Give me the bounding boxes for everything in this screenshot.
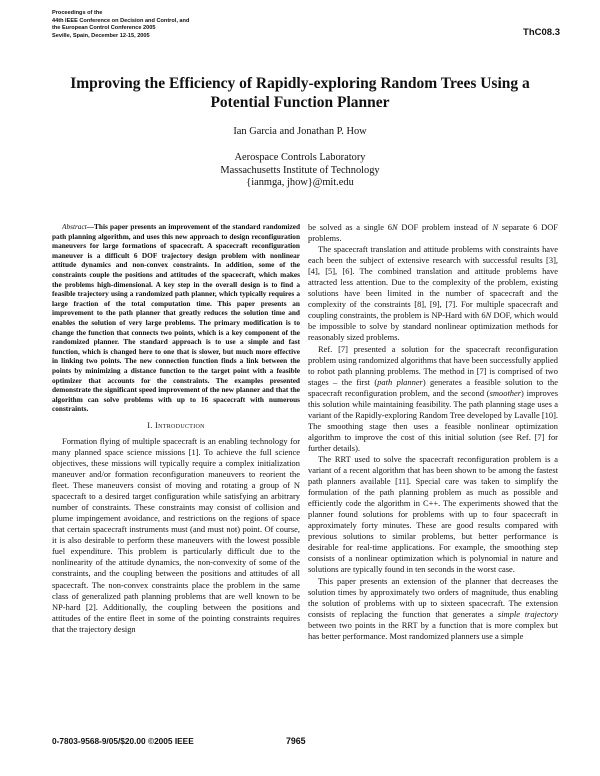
emphasis: smoother [489, 387, 522, 398]
math-symbol: N [391, 222, 398, 232]
body-paragraph [308, 344, 558, 454]
text-run: DOF, which would be impossible to solve by standard nonlinear optimization methods for reasonably sized problems. [308, 310, 558, 343]
session-code: ThC08.3 [523, 27, 560, 38]
title-line-1: Improving the Efficiency of Rapidly-exploring Random Trees Using a [70, 75, 530, 92]
lab-name: Aerospace Controls Laboratory [234, 152, 366, 163]
emphasis: simple trajectory [497, 608, 558, 619]
text-run: DOF problem instead of [397, 222, 493, 232]
text-run: Ref. [7] presented a solution for the spacecraft reconfiguration problem using randomized algorithms that have been successfully applied to robot path planning problems. The method in [7] is comprised of two stages – the first ( [308, 343, 558, 387]
intro-paragraph: Formation flying of multiple spacecraft is an enabling technology for many planned space science missions [1]. To achieve the full science objectives, these missions will typically require a complex initialization maneuver and/or formation reconfiguration maneuvers to reorient the fleet. These maneuvers consist of moving and rotating a group of N spacecraft to a desired target configuration while satisfying an arbitrary number of constraints. These constraints may consist of collision and plume impingement avoidance, and restrictions on the regions of space that certain spacecraft instruments must (and must not) point. Of course, it is also desirable to perform these maneuvers with the lowest possible fuel expenditure. This problem is particularly difficult due to the nonlinearity of the attitude dynamics, the non-convexity of some of the constraints, and the coupling between the positions and attitudes of all spacecraft. The non-convex constraints place the problem in the same class of generalized path planning problems that are well known to be NP-hard [2]. Additionally, the coupling between the positions and attitudes of the entire fleet in some of the pointing constraints requires that the trajectory design [52, 435, 300, 634]
math-symbol: N [492, 222, 498, 232]
abstract-lead: Abstract [62, 222, 87, 231]
body-paragraph [308, 244, 558, 343]
text-run: be solved as a single 6 [308, 222, 392, 232]
section-heading: I. Introduction [147, 420, 205, 430]
math-symbol: N [485, 310, 492, 321]
text-run: ) improves this solution while maintaining feasibility. The path planning stage uses a variant of the Rapidly-exploring Random Tree developed by Lavalle [10]. The smoothing stage then uses a feasible nonlinear optimization algorithm to improve the cost of this initial solution (see Ref. [7] for further details). [308, 387, 558, 453]
authors: Ian Garcia and Jonathan P. How [233, 126, 367, 137]
text-run: separate 6 DOF problems. [308, 222, 559, 244]
header-line: Seville, Spain, December 12-15, 2005 [52, 32, 150, 39]
left-column [52, 222, 300, 635]
text-run: ) generates a feasible solution to the spacecraft reconfiguration problem, and the second ( [308, 376, 558, 398]
proceedings-header [52, 10, 312, 40]
continued-paragraph [308, 222, 558, 244]
body-paragraph: The RRT used to solve the spacecraft reconfiguration problem is a variant of a recent algorithm that has been shown to be among the fastest path planners available [11]. Special care was taken to simplify the formulation of the path planning problem as much as possible and efficiently code the algorithm in C++. The experiments showed that the planner found solutions for problems with up to four spacecraft in approximately forty minutes. These are good results compared with previous solutions to similar problems, but better performance is desirable for real-time applications. For example, the smoothing step consists of a nonlinear optimization which is polynomial in nature and solutions are typically found in ten seconds in the worst case. [308, 453, 558, 575]
header-line: the European Control Conference 2005 [52, 25, 156, 32]
abstract-dash: — [86, 222, 95, 231]
body-paragraph [308, 576, 558, 642]
author-emails: {ianmga, jhow}@mit.edu [246, 177, 354, 188]
header-line: 44th IEEE Conference on Decision and Control, and [52, 17, 190, 24]
text-run: This paper presents an extension of the planner that decreases the solution times by approximately two orders of magnitude, thus enabling the solution of problems with up to sixteen spacecraft. The extension consists of replacing the function that generates a [308, 575, 558, 619]
emphasis: path planner [377, 376, 423, 387]
header-line: Proceedings of the [52, 10, 103, 16]
paper-title [40, 74, 560, 112]
text-run: between two points in the RRT by a function that is more complex but has better performance. Most randomized planners use a simple [308, 619, 558, 641]
title-line-2: Potential Function Planner [210, 94, 390, 111]
abstract-text: This paper presents an improvement of the standard randomized path planning algorithm, and uses this new approach to design reconfiguration maneuvers for large formations of spacecraft. A spacecraft reconfiguration maneuver is a difficult 6 DOF trajectory design problem with nonlinear attitude dynamics and non-convex constraints. In addition, some of the constraints couple the positions and attitudes of the spacecraft, which makes the problems high-dimensional. A key step in the overall design is to find a feasible trajectory using a randomized path planner, which typically requires a large fraction of the total computation time. This paper presents an improvement to the path planner that greatly reduces the solution time and enables the solution of very large problems. The primary modification is to change the function that connects two points, which is a key component of the randomized planner. The standard approach is to use a simple and fast function, which is changed here to one that is slower, but much more effective in linking two points. The new connection function finds a link between the points by minimizing a distance function to the target point with a feasible optimizer that accounts for the constraints. The examples presented demonstrate the significant speed improvement of the new planner and that the algorithm can solve problems with up to 16 spacecraft with numerous constraints. [52, 222, 300, 414]
footer-copyright: 0-7803-9568-9/05/$20.00 ©2005 IEEE [52, 736, 194, 746]
affiliation [0, 152, 600, 190]
text-run: The spacecraft translation and attitude problems with constraints have each been the subject of extensive research with successful results [3], [4], [5], [6]. The combined translation and attitude problems have attracted less attention. Due to the complexity of the problem, existing solutions have been limited in the number of spacecraft and the complexity of the constraints [8], [9], [7]. For multiple spacecraft and coupling constraints, the problem is NP-Hard with 6 [308, 244, 558, 321]
right-column [308, 222, 558, 642]
abstract [52, 222, 300, 414]
page-number: 7965 [286, 736, 306, 746]
institute-name: Massachusetts Institute of Technology [220, 164, 380, 176]
